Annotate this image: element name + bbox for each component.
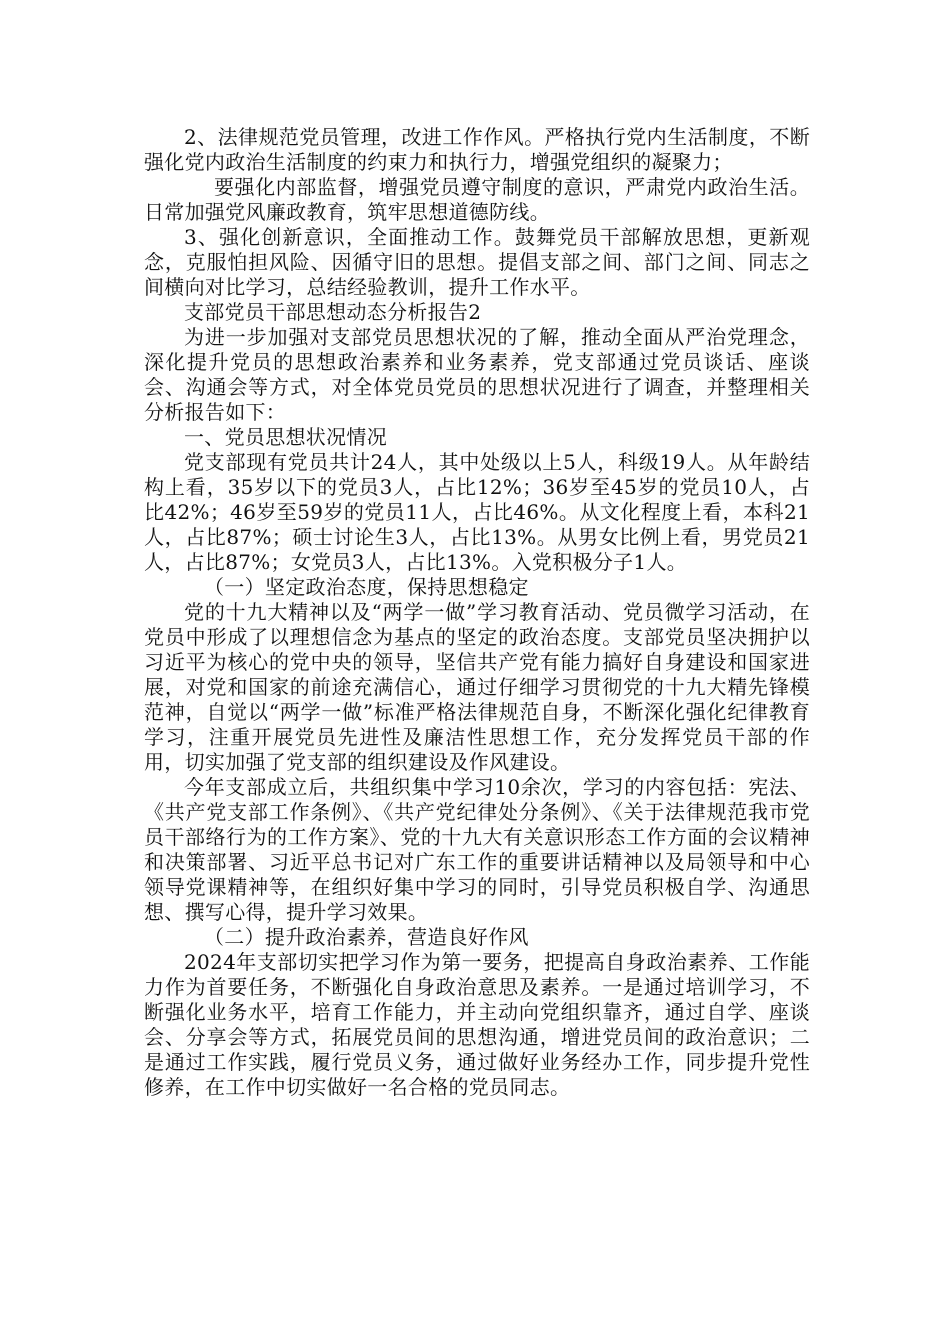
subsection-heading-2: （二）提升政治素养，营造良好作风 — [204, 925, 529, 949]
paragraph-study-sessions: 今年支部成立后，共组织集中学习10余次，学习的内容包括：宪法、《共产党支部工作条例》、《共产党纪律处分条例》、《关于法律规范我市党员干部络行为的工作方案》、党的十九大有关意识形态工作方面的会议精神和决策部署、习近平总书记对广东工作的重要讲话精神以及局领导和中心领导党课精神等，在组织好集中学习的同时，引导党员积极自学、沟通思想、撰写心得，提升学习效果。 — [144, 775, 810, 924]
paragraph-political-attitude: 党的十九大精神以及“两学一做”学习教育活动、党员微学习活动，在党员中形成了以理想信念为基点的坚定的政治态度。支部党员坚决拥护以习近平为核心的党中央的领导，坚信共产党有能力搞好自身建设和国家进展，对党和国家的前途充满信心，通过仔细学习贯彻党的十九大精先锋模范神，自觉以“两学一做”标准严格法律规范自身，不断深化强化纪律教育学习，注重开展党员先进性及廉洁性思想工作，充分发挥党员干部的作用，切实加强了党支部的组织建设及作风建设。 — [144, 600, 810, 774]
paragraph-innovation-awareness: 3、强化创新意识，全面推动工作。鼓舞党员干部解放思想，更新观念，克服怕担风险、因循守旧的思想。提倡支部之间、部门之间、同志之间横向对比学习，总结经验教训，提升工作水平。 — [144, 225, 810, 299]
paragraph-internal-supervision: 要强化内部监督，增强党员遵守制度的意识，严肃党内政治生活。日常加强党风廉政教育，筑牢思想道德防线。 — [144, 175, 810, 224]
section-heading-1: 一、党员思想状况情况 — [184, 425, 387, 449]
subsection-heading-1: （一）坚定政治态度，保持思想稳定 — [204, 575, 529, 599]
document-body — [144, 125, 810, 1100]
report-title: 支部党员干部思想动态分析报告2 — [184, 300, 482, 324]
paragraph-political-quality: 2024年支部切实把学习作为第一要务，把提高自身政治素养、工作能力作为首要任务，不断强化自身政治意思及素养。一是通过培训学习，不断强化业务水平，培育工作能力，并主动向党组织靠齐，通过自学、座谈会、分享会等方式，拓展党员间的思想沟通，增进党员间的政治意识；二是通过工作实践，履行党员义务，通过做好业务经办工作，同步提升党性修养，在工作中切实做好一名合格的党员同志。 — [144, 950, 810, 1099]
paragraph-member-statistics: 党支部现有党员共计24人，其中处级以上5人，科级19人。从年龄结构上看，35岁以下的党员3人，占比12%；36岁至45岁的党员10人，占比42%；46岁至59岁的党员11人，占比46%。从文化程度上看，本科21人，占比87%；硕士讨论生3人，占比13%。从男女比例上看，男党员21人，占比87%；女党员3人，占比13%。入党积极分子1人。 — [144, 450, 810, 574]
paragraph-report-intro: 为进一步加强对支部党员思想状况的了解，推动全面从严治党理念，深化提升党员的思想政治素养和业务素养，党支部通过党员谈话、座谈会、沟通会等方式，对全体党员党员的思想状况进行了调查，并整理相关分析报告如下： — [144, 325, 810, 424]
paragraph-regulate-party-members: 2、法律规范党员管理，改进工作作风。严格执行党内生活制度，不断强化党内政治生活制度的约束力和执行力，增强党组织的凝聚力； — [144, 125, 810, 174]
